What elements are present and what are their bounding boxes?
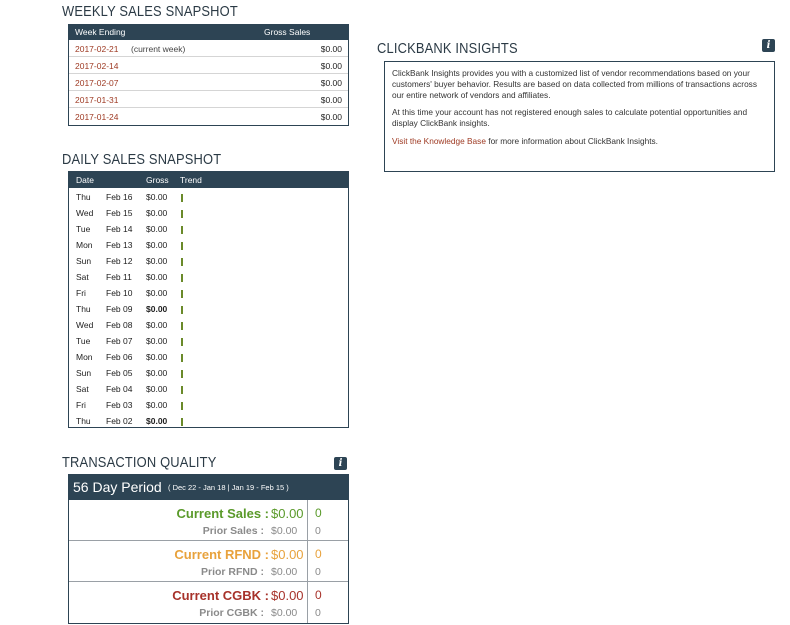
trend-bar — [181, 338, 183, 346]
week-ending-link[interactable]: 2017-02-14 — [75, 61, 119, 71]
day-gross: $0.00 — [146, 208, 168, 218]
period-header — [69, 475, 348, 500]
current-sales-label: Current Sales : — [176, 506, 269, 521]
daily-sales-title: DAILY SALES SNAPSHOT — [62, 151, 222, 168]
insights-title: CLICKBANK INSIGHTS — [377, 40, 518, 57]
daily-sales-table — [68, 171, 349, 428]
trend-bar — [181, 386, 183, 394]
daily-row — [69, 236, 348, 252]
prior-sales-label: Prior Sales : — [202, 525, 264, 537]
daily-row — [69, 380, 348, 396]
insights-box — [384, 61, 775, 172]
daily-row — [69, 300, 348, 316]
column-divider — [307, 500, 308, 540]
week-gross-value: $0.00 — [320, 78, 342, 88]
day-name: Thu — [76, 192, 91, 202]
week-ending-link[interactable]: 2017-01-24 — [75, 112, 119, 122]
current-cgbk-count: 0 — [315, 588, 322, 602]
info-icon[interactable]: i — [762, 39, 775, 52]
column-divider — [307, 582, 308, 623]
trend-bar — [181, 258, 183, 266]
trend-bar — [181, 210, 183, 218]
daily-row — [69, 412, 348, 428]
day-gross: $0.00 — [146, 272, 168, 282]
day-date: Feb 08 — [106, 320, 133, 330]
week-gross-value: $0.00 — [320, 95, 342, 105]
daily-row — [69, 316, 348, 332]
weekly-sales-table — [68, 24, 349, 126]
trend-bar — [181, 354, 183, 362]
current-rfnd-count: 0 — [315, 547, 322, 561]
day-name: Fri — [76, 400, 86, 410]
daily-row — [69, 284, 348, 300]
rfnd-block — [69, 541, 348, 582]
day-name: Wed — [76, 208, 94, 218]
day-name: Sun — [76, 256, 92, 266]
daily-row — [69, 204, 348, 220]
day-name: Wed — [76, 320, 94, 330]
day-name: Mon — [76, 352, 93, 362]
day-gross: $0.00 — [146, 240, 168, 250]
day-name: Mon — [76, 240, 93, 250]
day-date: Feb 11 — [106, 272, 132, 282]
daily-row — [69, 396, 348, 412]
day-gross: $0.00 — [146, 352, 168, 362]
day-name: Sun — [76, 368, 92, 378]
week-gross-value: $0.00 — [320, 61, 342, 71]
weekly-row — [69, 57, 348, 74]
daily-row — [69, 252, 348, 268]
prior-sales-count: 0 — [315, 525, 321, 537]
day-date: Feb 16 — [106, 192, 133, 202]
prior-cgbk-label: Prior CGBK : — [199, 607, 264, 619]
trend-bar — [181, 306, 183, 314]
day-gross: $0.00 — [146, 224, 168, 234]
day-gross: $0.00 — [146, 368, 168, 378]
day-date: Feb 14 — [106, 224, 133, 234]
kb-suffix: for more information about ClickBank Insights. — [485, 135, 658, 146]
day-date: Feb 02 — [106, 416, 133, 426]
daily-row — [69, 364, 348, 380]
daily-header-row — [69, 172, 348, 188]
current-sales-count: 0 — [315, 506, 322, 520]
period-range: ( Dec 22 - Jan 18 | Jan 19 - Feb 15 ) — [168, 483, 289, 492]
cgbk-block — [69, 582, 348, 623]
daily-row — [69, 268, 348, 284]
trend-bar — [181, 370, 183, 378]
current-cgbk-value: $0.00 — [271, 588, 304, 603]
day-date: Feb 04 — [106, 384, 133, 394]
weekly-sales-title: WEEKLY SALES SNAPSHOT — [62, 3, 238, 20]
day-name: Thu — [76, 416, 91, 426]
prior-rfnd-label: Prior RFND : — [201, 566, 264, 578]
day-name: Tue — [76, 224, 91, 234]
day-date: Feb 06 — [106, 352, 133, 362]
info-icon[interactable]: i — [334, 457, 347, 470]
current-sales-value: $0.00 — [271, 506, 304, 521]
col-gross: Gross — [146, 175, 169, 185]
col-date: Date — [76, 175, 94, 185]
col-trend: Trend — [180, 175, 202, 185]
day-gross: $0.00 — [146, 384, 168, 394]
day-date: Feb 07 — [106, 336, 133, 346]
day-date: Feb 03 — [106, 400, 133, 410]
period-label: 56 Day Period — [73, 479, 162, 495]
trend-bar — [181, 418, 183, 426]
weekly-header-row — [69, 25, 348, 40]
day-date: Feb 12 — [106, 256, 133, 266]
transaction-quality-title: TRANSACTION QUALITY — [62, 454, 217, 471]
daily-row — [69, 188, 348, 204]
week-ending-link[interactable]: 2017-02-21 — [75, 44, 119, 54]
day-gross: $0.00 — [146, 416, 168, 426]
daily-row — [69, 220, 348, 236]
transaction-quality-panel — [68, 474, 349, 624]
column-divider — [307, 541, 308, 581]
daily-row — [69, 332, 348, 348]
prior-cgbk-value: $0.00 — [271, 607, 298, 619]
weekly-row — [69, 74, 348, 91]
week-ending-link[interactable]: 2017-01-31 — [75, 95, 119, 105]
trend-bar — [181, 194, 183, 202]
weekly-row — [69, 91, 348, 108]
insights-status: At this time your account has not registered enough sales to calculate potential opportunities and display ClickBank insights. — [392, 107, 748, 129]
prior-sales-value: $0.00 — [271, 525, 298, 537]
col-gross-sales: Gross Sales — [264, 27, 311, 37]
day-name: Fri — [76, 288, 86, 298]
prior-rfnd-count: 0 — [315, 566, 321, 578]
current-rfnd-value: $0.00 — [271, 547, 304, 562]
day-date: Feb 09 — [106, 304, 133, 314]
day-gross: $0.00 — [146, 320, 168, 330]
prior-rfnd-value: $0.00 — [271, 566, 298, 578]
daily-row — [69, 348, 348, 364]
day-name: Sat — [76, 384, 89, 394]
weekly-row — [69, 108, 348, 125]
col-week-ending: Week Ending — [75, 27, 126, 37]
week-note: (current week) — [131, 44, 186, 54]
day-name: Tue — [76, 336, 91, 346]
prior-cgbk-count: 0 — [315, 607, 321, 619]
day-gross: $0.00 — [146, 256, 168, 266]
day-name: Sat — [76, 272, 89, 282]
trend-bar — [181, 242, 183, 250]
day-gross: $0.00 — [146, 400, 168, 410]
day-name: Thu — [76, 304, 91, 314]
day-date: Feb 15 — [106, 208, 133, 218]
trend-bar — [181, 226, 183, 234]
trend-bar — [181, 274, 183, 282]
knowledge-base-link[interactable]: Visit the Knowledge Base — [392, 135, 486, 146]
weekly-row — [69, 40, 348, 57]
day-gross: $0.00 — [146, 192, 168, 202]
week-gross-value: $0.00 — [320, 112, 342, 122]
day-date: Feb 05 — [106, 368, 133, 378]
day-gross: $0.00 — [146, 304, 168, 314]
trend-bar — [181, 322, 183, 330]
trend-bar — [181, 290, 183, 298]
current-cgbk-label: Current CGBK : — [172, 588, 269, 603]
sales-block — [69, 500, 348, 541]
insights-kb-line — [392, 136, 767, 147]
day-gross: $0.00 — [146, 288, 168, 298]
day-date: Feb 13 — [106, 240, 133, 250]
current-rfnd-label: Current RFND : — [174, 547, 269, 562]
day-date: Feb 10 — [106, 288, 133, 298]
day-gross: $0.00 — [146, 336, 168, 346]
week-gross-value: $0.00 — [320, 44, 342, 54]
trend-bar — [181, 402, 183, 410]
insights-description: ClickBank Insights provides you with a customized list of vendor recommendations based on your customers' buyer behavior. Results are based on data collected from millions of transactions across our entire network of vendors and affiliates. — [392, 68, 757, 100]
week-ending-link[interactable]: 2017-02-07 — [75, 78, 119, 88]
